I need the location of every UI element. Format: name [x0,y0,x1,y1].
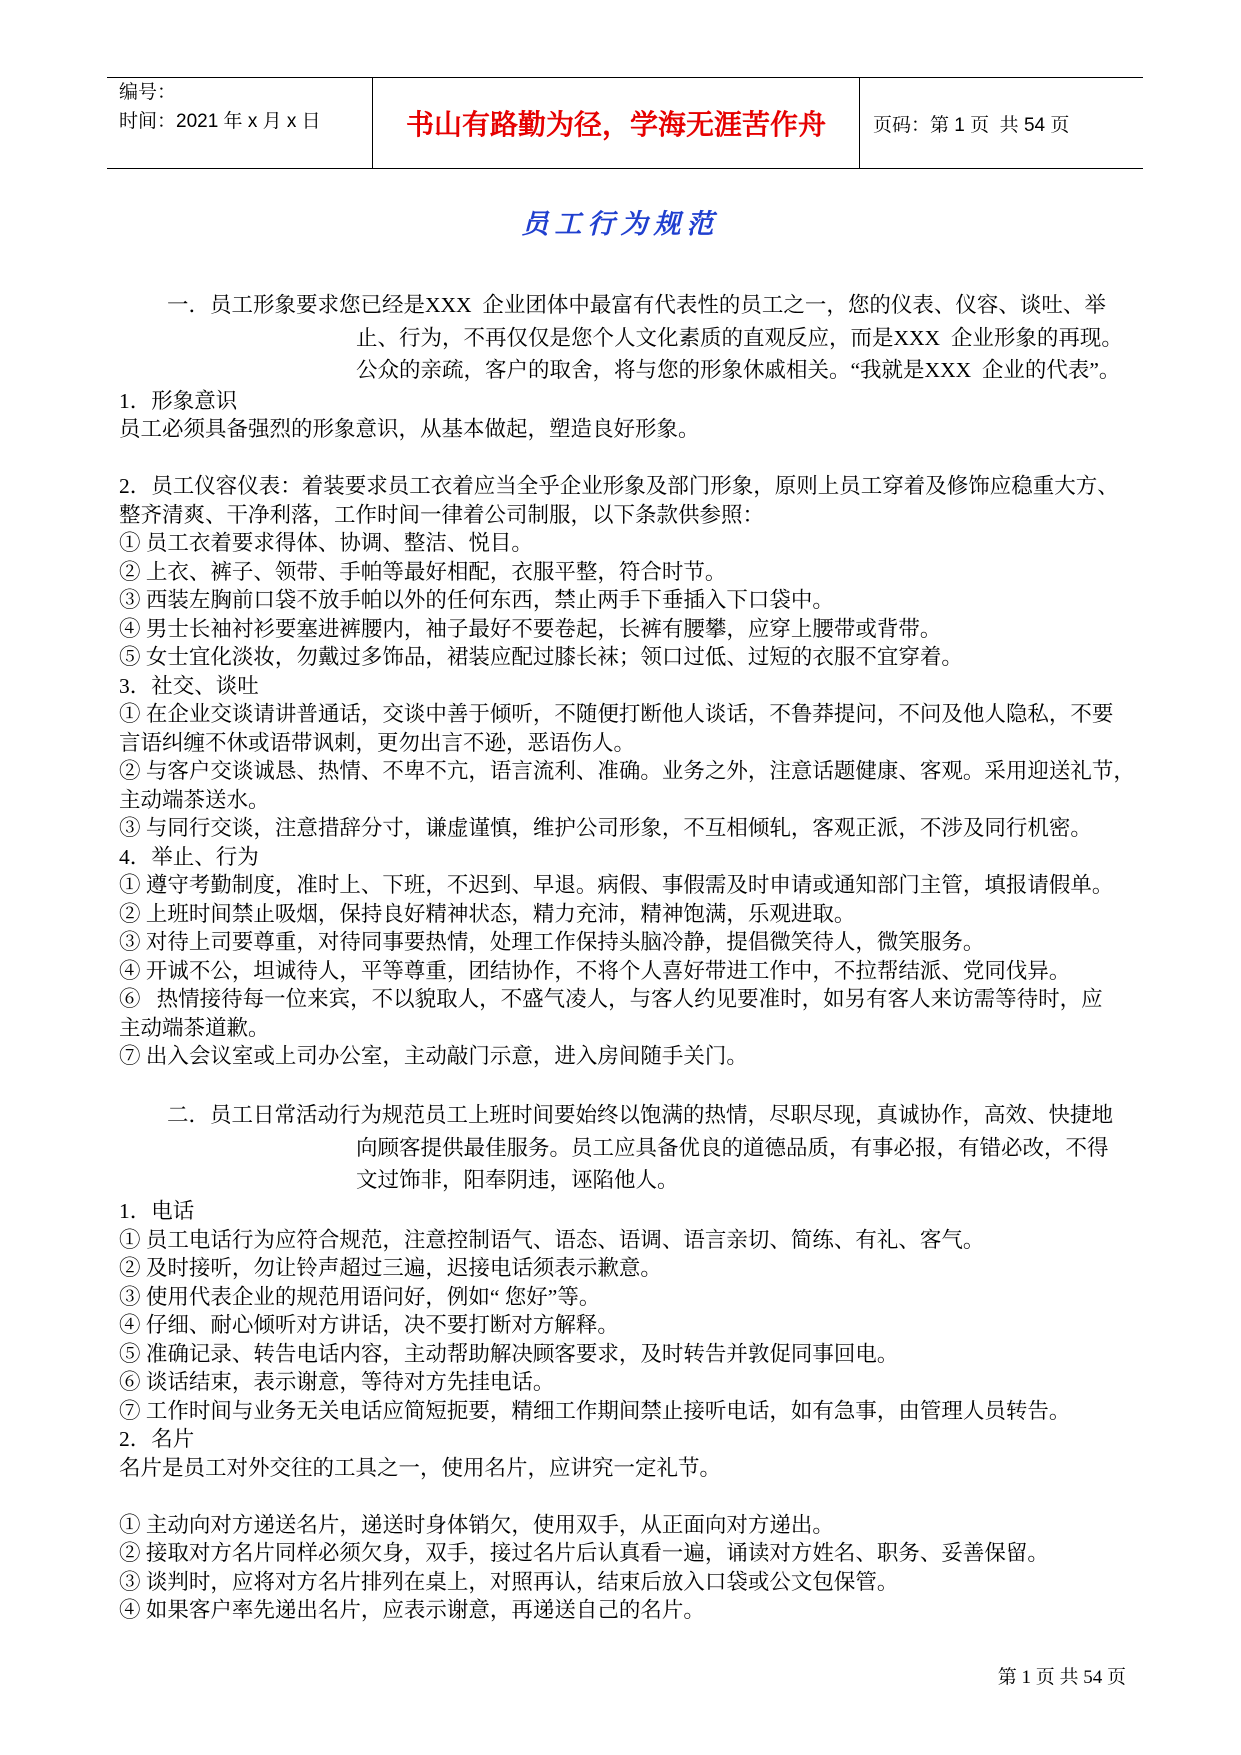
part-one-intro-line: 一．员工形象要求您已经是XXX 企业团体中最富有代表性的员工之一，您的仪表、仪容、谈吐、举 [167,293,1106,317]
doc-title: 员工行为规范 [521,209,720,240]
list-item: ② 及时接听，勿让铃声超过三遍，迟接电话须表示歉意。 [119,1256,662,1281]
document-body [119,289,1219,1625]
list-item-line: 言语纠缠不休或语带讽刺，更勿出言不逊，恶语伤人。 [119,730,636,755]
list-item-line: 主动端茶道歉。 [119,1015,270,1040]
list-item: ③ 使用代表企业的规范用语问好，例如“ 您好”等。 [119,1284,601,1309]
list-item-line: ③ 对待上司要尊重，对待同事要热情，处理工作保持头脑冷静，提倡微笑待人，微笑服务。 [119,930,985,955]
header-left-cell [107,78,372,168]
section-heading: 2．员工仪容仪表：着装要求员工衣着应当全乎企业形象及部门形象，原则上员工穿着及修饰应稳重大方、 [119,474,1119,499]
section-heading: 1．电话 [119,1199,195,1224]
part-two-intro-line: 文过饰非，阳奉阴违，诬陷他人。 [356,1168,679,1193]
list-item-line: ① 遵守考勤制度，准时上、下班，不迟到、早退。病假、事假需及时申请或通知部门主管，填报请假单。 [119,873,1114,898]
list-item: ① 主动向对方递送名片，递送时身体销欠，使用双手，从正面向对方递出。 [119,1512,834,1537]
header-table [107,77,1143,169]
list-item-line: ⑦ 出入会议室或上司办公室，主动敲门示意，进入房间随手关门。 [119,1044,748,1069]
section-heading: 2．名片 [119,1427,195,1452]
section-heading: 4．举止、行为 [119,844,259,869]
list-item: ② 上衣、裤子、领带、手帕等最好相配，衣服平整，符合时节。 [119,559,727,584]
blank-line [119,444,1219,473]
paragraph-line: 整齐清爽、干净利落，工作时间一律着公司制服，以下条款供参照： [119,502,765,527]
list-item-line: ① 在企业交谈请讲普通话，交谈中善于倾听，不随便打断他人谈话，不鲁莽提问，不问及他人隐私，不要 [119,702,1114,727]
list-item: ③ 西装左胸前口袋不放手帕以外的任何东西，禁止两手下垂插入下口袋中。 [119,588,834,613]
list-item: ⑥ 谈话结束，表示谢意，等待对方先挂电话。 [119,1370,555,1395]
list-item: ④ 男士长袖衬衫要塞进裤腰内，袖子最好不要卷起，长裤有腰攀，应穿上腰带或背带。 [119,616,942,641]
part-one-intro-line: 公众的亲疏，客户的取舍，将与您的形象休戚相关。“我就是XXX 企业的代表”。 [356,358,1121,383]
header-middle-cell [372,78,860,168]
paragraph-line: 员工必须具备强烈的形象意识，从基本做起，塑造良好形象。 [119,417,700,442]
blank-line [119,1482,1219,1511]
section-heading: 1．形象意识 [119,388,238,413]
list-item: ① 员工衣着要求得体、协调、整洁、悦目。 [119,531,533,556]
page-footer: 第 1 页 共 54 页 [997,1667,1126,1688]
doc-number-label: 编号： [119,82,177,103]
paragraph-line: 名片是员工对外交往的工具之一，使用名片，应讲究一定礼节。 [119,1455,722,1480]
part-one-intro-line: 止、行为，不再仅仅是您个人文化素质的直观反应，而是XXX 企业形象的再现。 [356,325,1123,350]
page-indicator: 页码：第 1 页 共 54 页 [873,114,1070,136]
header-motto: 书山有路勤为径，学海无涯苦作舟 [405,109,826,140]
list-item: ④ 如果客户率先递出名片，应表示谢意，再递送自己的名片。 [119,1598,705,1623]
list-item: ③ 谈判时，应将对方名片排列在桌上，对照再认，结束后放入口袋或公文包保管。 [119,1569,899,1594]
list-item-line: 主动端茶送水。 [119,787,270,812]
list-item: ② 接取对方名片同样必须欠身，双手，接过名片后认真看一遍，诵读对方姓名、职务、妥善保留。 [119,1541,1049,1566]
section-heading: 3．社交、谈吐 [119,673,259,698]
list-item: ⑤ 准确记录、转告电话内容，主动帮助解决顾客要求，及时转告并敦促同事回电。 [119,1341,899,1366]
list-item: ① 员工电话行为应符合规范，注意控制语气、语态、语调、语言亲切、简练、有礼、客气。 [119,1227,985,1252]
part-two-intro-line: 二．员工日常活动行为规范员工上班时间要始终以饱满的热情，尽职尽现，真诚协作，高效、快捷地 [167,1103,1114,1128]
list-item: ④ 仔细、耐心倾听对方讲话，决不要打断对方解释。 [119,1313,619,1338]
list-item-line: ② 上班时间禁止吸烟，保持良好精神状态，精力充沛，精神饱满，乐观进取。 [119,901,856,926]
list-item-line: ④ 开诚不公，坦诚待人，平等尊重，团结协作，不将个人喜好带进工作中，不拉帮结派、党同伐异。 [119,958,1071,983]
doc-time-label: 时间：2021 年 x 月 x 日 [119,111,321,132]
part-two-intro-line: 向顾客提供最佳服务。员工应具备优良的道德品质，有事必报，有错必改，不得 [356,1135,1109,1160]
blank-line [119,1071,1219,1100]
list-item-line: ⑥ 热情接待每一位来宾，不以貌取人，不盛气凌人，与客人约见要准时，如另有客人来访需等待时，应 [119,987,1103,1012]
list-item: ⑤ 女士宜化淡妆，勿戴过多饰品，裙装应配过膝长袜；领口过低、过短的衣服不宜穿着。 [119,645,963,670]
list-item-line: ② 与客户交谈诚恳、热情、不卑不亢，语言流利、准确。业务之外，注意话题健康、客观。采用迎送礼节， [119,759,1135,784]
list-item: ⑦ 工作时间与业务无关电话应简短扼要，精细工作期间禁止接听电话，如有急事，由管理人员转告。 [119,1398,1071,1423]
list-item-line: ③ 与同行交谈，注意措辞分寸，谦虚谨慎，维护公司形象，不互相倾轧，客观正派，不涉及同行机密。 [119,816,1092,841]
